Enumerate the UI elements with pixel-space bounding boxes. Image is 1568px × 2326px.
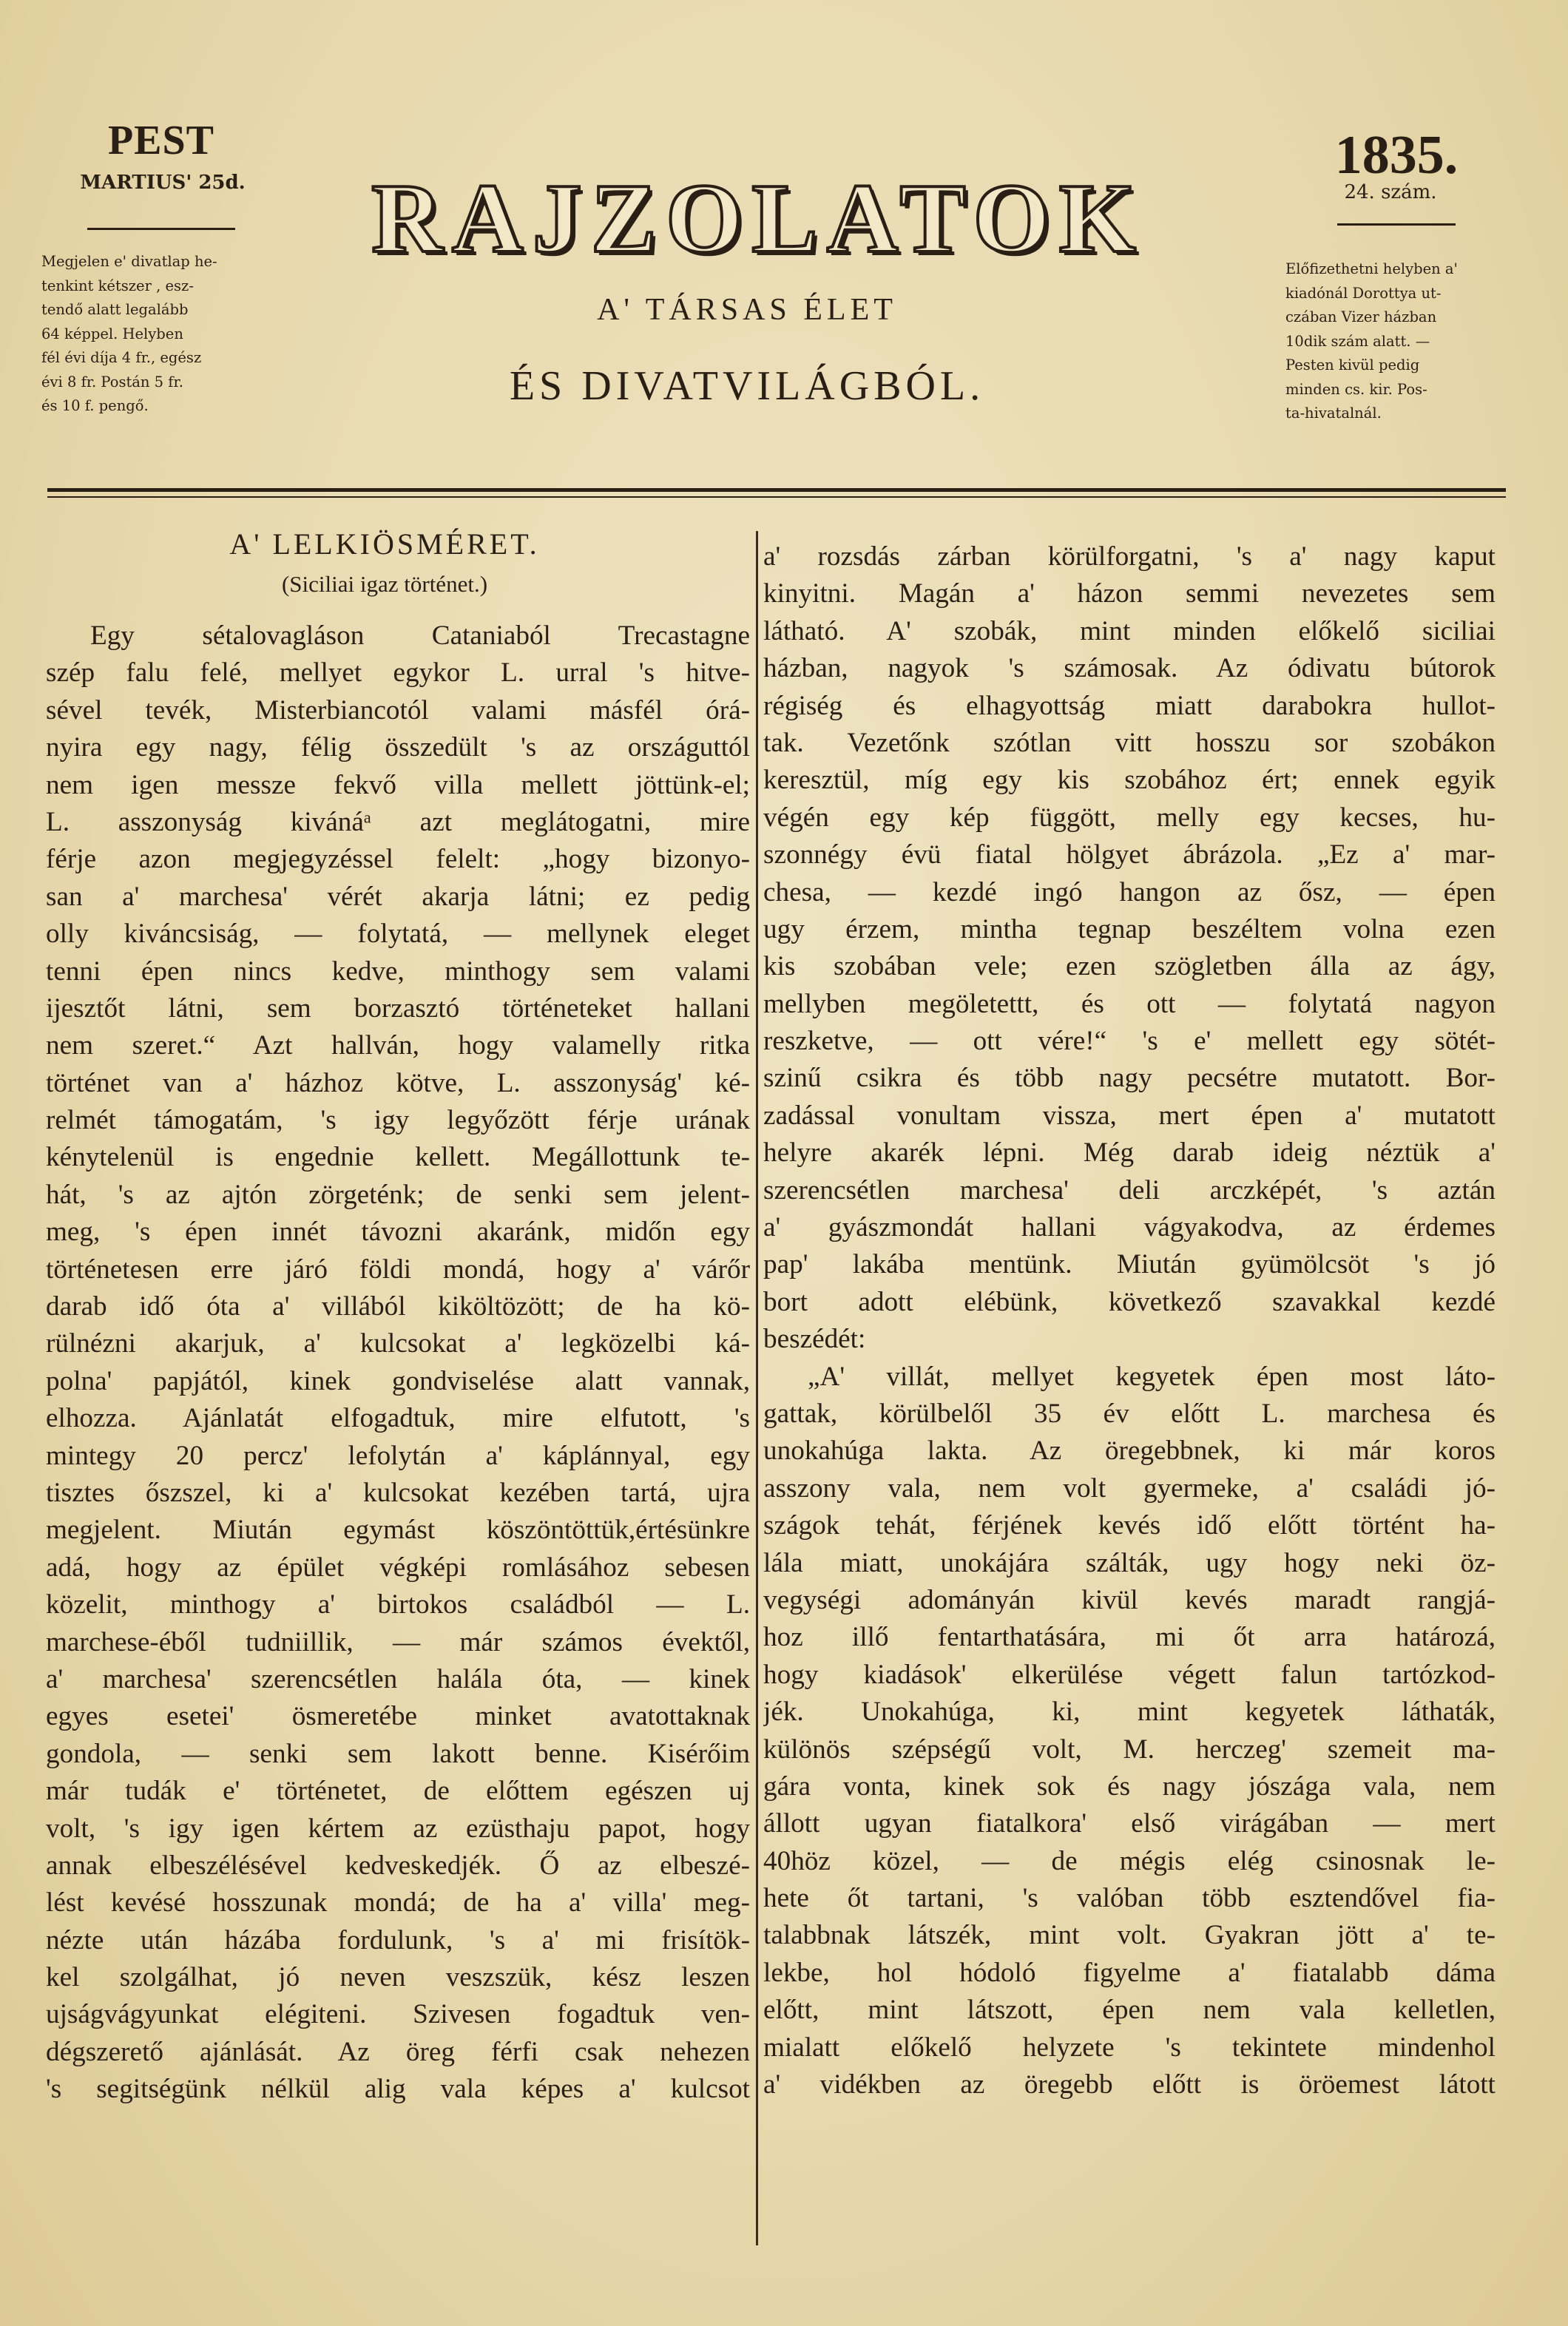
text-line: meg, 's épen innét távozni akaránk, midőn egy xyxy=(46,1217,750,1248)
subscription-note-line: kiadónál Dorottya ut- xyxy=(1285,284,1442,302)
text-line: rülnézni akarjuk, a' kulcsokat a' legközelbi ká- xyxy=(46,1328,750,1359)
text-line: gattak, körülbelől 35 év előtt L. marchesa és xyxy=(763,1398,1496,1429)
text-line: szonnégy évü fiatal hölgyet ábrázola. „Ez a' mar- xyxy=(763,839,1496,870)
text-line: sével tevék, Misterbiancotól valami másfél órá- xyxy=(46,694,750,726)
header-rule-thick xyxy=(47,488,1506,492)
column-divider xyxy=(756,531,758,2245)
issue-number: 24. szám. xyxy=(1344,181,1437,203)
text-line: zadással vonultam vissza, mert épen a' mutatott xyxy=(763,1100,1496,1131)
text-line: nem szeret.“ Azt hallván, hogy valamelly ritka xyxy=(46,1030,750,1061)
text-line: hogy kiadások' elkerülése végett falun tartózkod- xyxy=(763,1659,1496,1690)
text-line: dégszerető ajánlását. Az öreg férfi csak nehezen xyxy=(46,2036,750,2067)
publication-note-line: tendő alatt legalább xyxy=(41,301,189,318)
text-line: tak. Vezetőnk szótlan vitt hosszu sor szobákon xyxy=(763,727,1496,758)
text-line: L. asszonyság kivánáᵃ azt meglátogatni, mire xyxy=(46,806,750,837)
text-line: közelit, minthogy a' birtokos családból — L. xyxy=(46,1589,750,1620)
masthead-title: RAJZOLATOK xyxy=(371,163,1145,273)
issue-date: MARTIUS' 25d. xyxy=(80,172,246,194)
text-line: reszketve, — ott vére!“ 's e' mellett egy sötét- xyxy=(763,1026,1496,1057)
text-line: san a' marchesa' vérét akarja látni; ez pedig xyxy=(46,881,750,912)
text-line: talabbnak látszék, mint volt. Gyakran jött a' te- xyxy=(763,1920,1496,1951)
text-line: helyre akarék lépni. Még darab ideig néztük a' xyxy=(763,1137,1496,1169)
text-line: ijesztőt látni, sem borzasztó történeteket hallani xyxy=(46,993,750,1024)
text-line: hete őt tartani, 's valóban több esztendővel fia- xyxy=(763,1883,1496,1914)
text-line: mintegy 20 percz' lefolytán a' káplánnyal, egy xyxy=(46,1440,750,1471)
publication-note-line: évi 8 fr. Postán 5 fr. xyxy=(41,373,183,391)
text-line: hoz illő fentarthatására, mi őt arra határozá, xyxy=(763,1622,1496,1653)
header-right-rule xyxy=(1337,223,1456,226)
text-line: történetesen erre járó földi mondá, hogy a' várőr xyxy=(46,1254,750,1285)
text-line: relmét támogatám, 's igy legyőzött férje urának xyxy=(46,1105,750,1136)
text-line: mialatt előkelő helyzete 's tekintete mindenhol xyxy=(763,2032,1496,2063)
text-line: a' rozsdás zárban körülforgatni, 's a' nagy kaput xyxy=(763,541,1496,572)
publication-note-line: Megjelen e' divatlap he- xyxy=(41,253,217,270)
masthead-subtitle-2: ÉS DIVATVILÁGBÓL. xyxy=(509,363,985,409)
text-line: lekbe, hol hódoló figyelme a' fiatalabb dáma xyxy=(763,1957,1496,1988)
text-line: gára vonta, kinek sok és nagy jószága vala, nem xyxy=(763,1771,1496,1802)
text-line: „A' villát, mellyet kegyetek épen most láto- xyxy=(808,1361,1496,1392)
text-line: mellyben megöletettt, és ott — folytatá nagyon xyxy=(763,988,1496,1019)
text-line: gondola, — senki sem lakott benne. Kisérőim xyxy=(46,1738,750,1769)
subscription-note-line: minden cs. kir. Pos- xyxy=(1285,380,1427,398)
text-line: elhozza. Ajánlatát elfogadtuk, mire elfutott, 's xyxy=(46,1403,750,1434)
article-title: A' LELKIÖSMÉRET. xyxy=(229,527,540,561)
text-line: házban, nagyok 's számosak. Az ódivatu bútorok xyxy=(763,653,1496,684)
text-line: régiség és elhagyottság miatt darabokra hullot- xyxy=(763,690,1496,721)
text-line: szágok tehát, férjének kevés idő előtt történt ha- xyxy=(763,1510,1496,1541)
text-line: chesa, — kezdé ingó hangon az ősz, — épen xyxy=(763,876,1496,907)
publication-note xyxy=(41,250,263,419)
text-line: különös szépségű volt, M. herczeg' szemeit ma- xyxy=(763,1734,1496,1765)
text-line: nézte után házába fordulunk, 's a' mi frisítök- xyxy=(46,1924,750,1955)
text-line: szép falu felé, mellyet egykor L. urral 's hitve- xyxy=(46,657,750,689)
text-line: előtt, mint látszott, épen nem vala kelletlen, xyxy=(763,1995,1496,2026)
text-line: lála miatt, unokájára szálták, ugy hogy neki öz- xyxy=(763,1547,1496,1578)
text-line: tenni épen nincs kedve, minthogy sem valami xyxy=(46,956,750,987)
header-rule-thin xyxy=(47,496,1506,498)
text-line: 40höz közel, — de mégis elég csinosnak le- xyxy=(763,1845,1496,1876)
text-line: darab idő óta a' villából kiköltözött; de ha kö- xyxy=(46,1291,750,1322)
publication-note-line: és 10 f. pengő. xyxy=(41,397,149,414)
text-line: bort adott elébünk, következő szavakkal kezdé xyxy=(763,1286,1496,1317)
subscription-note-line: czában Vizer házban xyxy=(1285,308,1437,325)
article-subtitle: (Siciliai igaz történet.) xyxy=(281,571,488,597)
text-line: vegységi adományán kivül kevés maradt rangjá- xyxy=(763,1584,1496,1615)
text-line: látható. A' szobák, mint minden előkelő siciliai xyxy=(763,615,1496,646)
text-line: adá, hogy az épület végképi romlásához sebesen xyxy=(46,1552,750,1583)
text-line: nem igen messze fekvő villa mellett jöttünk-el; xyxy=(46,769,750,800)
text-line: asszony vala, nem volt gyermeke, a' családi jó- xyxy=(763,1473,1496,1504)
left-column xyxy=(46,618,750,2109)
text-line: tisztes őszszel, ki a' kulcsokat kezében tartá, ujra xyxy=(46,1477,750,1508)
text-line: unokahúga lakta. Az öregebbnek, ki már koros xyxy=(763,1436,1496,1467)
publication-note-line: 64 képpel. Helyben xyxy=(41,325,183,342)
right-column xyxy=(763,538,1496,2103)
text-line: kinyitni. Magán a' házon semmi nevezetes sem xyxy=(763,578,1496,609)
text-line: 's segitségünk nélkül alig vala képes a' kulcsot xyxy=(46,2074,750,2105)
text-line: ujságvágyunkat elégiteni. Szivesen fogadtuk ven- xyxy=(46,1999,750,2030)
text-line: férje azon megjegyzéssel felelt: „hogy bizonyo- xyxy=(46,844,750,875)
text-line: már tudák e' történetet, de előttem egészen uj xyxy=(46,1776,750,1807)
publication-note-line: tenkint kétszer , esz- xyxy=(41,277,194,294)
text-line: nyira egy nagy, félig összedült 's az országuttól xyxy=(46,732,750,763)
city-label: PEST xyxy=(107,118,215,163)
header-left-rule xyxy=(87,228,235,230)
text-line: a' gyászmondát hallani vágyakodva, az érdemes xyxy=(763,1212,1496,1243)
text-line: volt, 's igy igen kértem az ezüsthaju papot, hogy xyxy=(46,1813,750,1844)
publication-note-line: fél évi díja 4 fr., egész xyxy=(41,349,202,366)
text-line: végén egy kép függött, melly egy kecses, hu- xyxy=(763,802,1496,833)
text-line: olly kiváncsiság, — folytatá, — mellynek eleget xyxy=(46,919,750,950)
text-line: Egy sétalovagláson Cataniaból Trecastagne xyxy=(90,621,750,651)
text-line: lést kevésé hosszunak mondá; de ha a' villa' meg- xyxy=(46,1887,750,1918)
text-line: a' marchesa' szerencsétlen halála óta, — kinek xyxy=(46,1663,750,1694)
text-line: történet van a' házhoz kötve, L. asszonyság' ké- xyxy=(46,1067,750,1098)
subscription-note-line: Előfizethetni helyben a' xyxy=(1285,260,1458,277)
text-line: pap' lakába mentünk. Miután gyümölcsöt 's jó xyxy=(763,1249,1496,1280)
subscription-note-line: ta-hivatalnál. xyxy=(1285,405,1382,422)
masthead-subtitle-1: A' TÁRSAS ÉLET xyxy=(597,293,897,327)
text-line: kel szolgálhat, jó neven veszszük, kész leszen xyxy=(46,1962,750,1993)
text-line: szerencsétlen marchesa' deli arczképét, 's aztán xyxy=(763,1174,1496,1206)
text-line: marchese-éből tudniillik, — már számos évektől, xyxy=(46,1626,750,1657)
text-line: polna' papjától, kinek gondviselése alatt vannak, xyxy=(46,1365,750,1396)
text-line: kénytelenül is engednie kellett. Megállottunk te- xyxy=(46,1142,750,1173)
subscription-note xyxy=(1285,257,1500,426)
text-line: hát, 's az ajtón zörgeténk; de senki sem jelent- xyxy=(46,1179,750,1210)
text-line: a' vidékben az öregebb előtt is öröemest látott xyxy=(763,2069,1496,2100)
text-line: keresztül, míg egy kis szobához ért; ennek egyik xyxy=(763,765,1496,796)
text-line: állott ugyan fiatalkora' első virágában — mert xyxy=(763,1808,1496,1839)
text-line: beszédét: xyxy=(763,1324,866,1355)
subscription-note-line: 10dik szám alatt. — xyxy=(1285,332,1430,350)
text-line: ugy érzem, mintha tegnap beszéltem volna ezen xyxy=(763,913,1496,944)
year-label: 1835. xyxy=(1334,125,1459,186)
subscription-note-line: Pesten kivül pedig xyxy=(1285,356,1420,373)
text-line: szinű csikra és több nagy pecsétre mutatott. Bor- xyxy=(763,1063,1496,1094)
text-line: kis szobában vele; ezen szögletben álla az ágy, xyxy=(763,951,1496,982)
text-line: egyes esetei' ösmeretébe minket avatottaknak xyxy=(46,1701,750,1732)
text-line: jék. Unokahúga, ki, mint kegyetek láthaták, xyxy=(763,1697,1496,1728)
text-line: megjelent. Miután egymást köszöntöttük,értésünkre xyxy=(46,1515,750,1546)
text-line: annak elbeszélésével kedveskedjék. Ő az elbeszé- xyxy=(46,1850,750,1881)
